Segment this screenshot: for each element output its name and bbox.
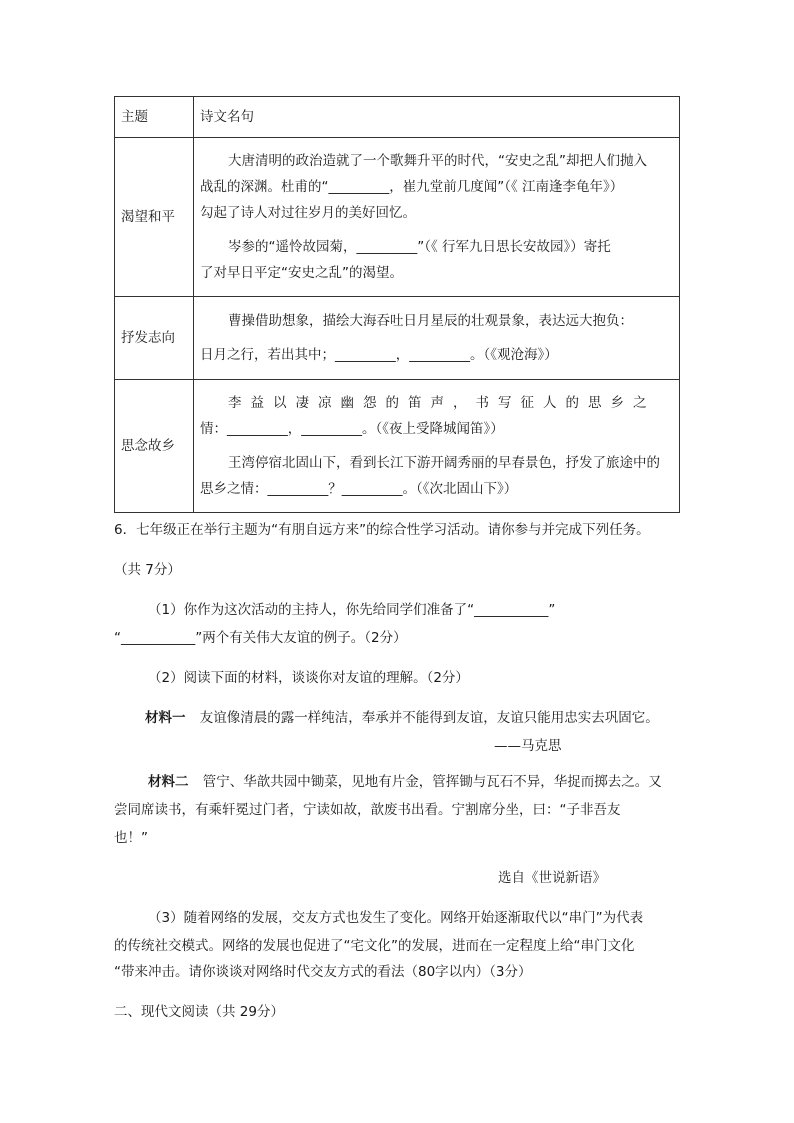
header-content: 诗文名句 <box>194 97 680 138</box>
material-2-text: 管宁、华歆共园中锄菜，见地有片金，管挥锄与瓦石不异，华捉而掷去之。又 <box>202 774 662 790</box>
text-line: 大唐清明的政治造就了一个歌舞升平的时代，“安史之乱”却把人们抛入 <box>228 153 647 169</box>
material-2-source: 选自《世说新语》 <box>498 870 606 886</box>
material-1 <box>145 708 659 728</box>
row-content <box>194 138 680 297</box>
sub-question-2: （2）阅读下面的材料，谈谈你对友谊的理解。（2分） <box>148 670 469 686</box>
text-line: 情：_________，_________。（《夜上受降城闻笛》） <box>200 421 504 437</box>
text-line: 岑参的“遥怜故园菊，_________”（《 行军九日思长安故园》）寄托 <box>228 239 611 255</box>
question-6-score: （共 7分） <box>114 562 181 578</box>
text-line: 李益以凄凉幽怨的笛声，书写征人的思乡之 <box>228 395 656 411</box>
row-theme: 渴望和平 <box>115 138 194 297</box>
text-line: 曹操借助想象，描绘大海吞吐日月星辰的壮观景象，表达远大抱负： <box>228 313 633 329</box>
table-header-row <box>115 97 680 138</box>
material-2-line3: 也！” <box>114 830 148 846</box>
text-line: 王湾停宿北固山下，看到长江下游开阔秀丽的早春景色，抒发了旅途中的 <box>228 455 660 471</box>
material-2-line1 <box>148 772 662 792</box>
sub-question-3: （3）随着网络的发展，交友方式也发生了变化。网络开始逐渐取代以“串门”为代表 <box>148 910 644 926</box>
sub-question-1: （1）你作为这次活动的主持人，你先给同学们准备了“___________” <box>148 602 556 618</box>
text-line: 了对早日平定“安史之乱”的渴望。 <box>200 265 403 281</box>
table-row <box>115 297 680 380</box>
row-content <box>194 380 680 513</box>
section-2-title: 二、现代文阅读（共 29分） <box>114 1004 284 1020</box>
table-row <box>115 138 680 297</box>
material-2-line2: 尝同席读书，有乘轩冕过门者，宁读如故，歆废书出看。宁割席分坐，曰：“子非吾友 <box>114 802 621 818</box>
material-2-label: 材料二 <box>148 774 189 790</box>
material-1-text: 友谊像清晨的露一样纯洁，奉承并不能得到友谊，友谊只能用忠实去巩固它。 <box>199 710 659 726</box>
material-1-label: 材料一 <box>145 710 186 726</box>
poem-table <box>114 96 680 513</box>
material-1-source: ——马克思 <box>494 738 562 754</box>
row-theme: 抒发志向 <box>115 297 194 380</box>
text-line: 日月之行，若出其中；_________，_________。（《观沧海》） <box>200 347 558 363</box>
row-content <box>194 297 680 380</box>
question-6-intro: 6．七年级正在举行主题为“有朋自远方来”的综合性学习活动。请你参与并完成下列任务。 <box>114 522 650 538</box>
table-row <box>115 380 680 513</box>
sub-question-3-line3: “带来冲击。请你谈谈对网络时代交友方式的看法（80字以内）（3分） <box>114 964 532 980</box>
text-line: 思乡之情：_________？_________。（《次北固山下》） <box>200 481 518 497</box>
text-line: 勾起了诗人对过往岁月的美好回忆。 <box>200 205 416 221</box>
text-line: 战乱的深渊。杜甫的“_________，崔九堂前几度闻”（《 江南逢李龟年》） <box>200 179 624 195</box>
header-theme: 主题 <box>115 97 194 138</box>
sub-question-3-line2: 的传统社交模式。网络的发展也促进了“宅文化”的发展，进而在一定程度上给“串门文化 <box>114 938 635 954</box>
row-theme: 思念故乡 <box>115 380 194 513</box>
sub-question-1-cont: “___________”两个有关伟大友谊的例子。（2分） <box>114 630 407 646</box>
